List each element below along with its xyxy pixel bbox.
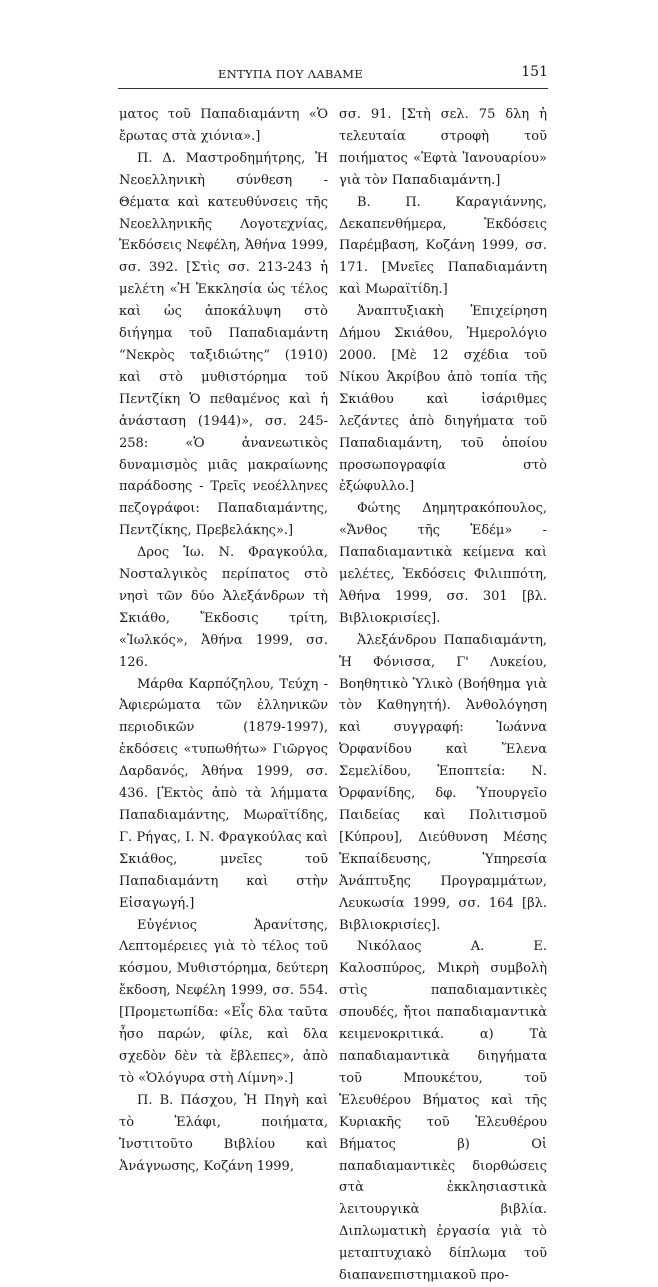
paragraph: Δρος Ἰω. Ν. Φραγκούλα, Νοσταλγικὸς περίπατος στὸ νησὶ τῶν δύο Ἀλεξάνδρων τὴ Σκιάθο, Ἔκδοσις τρίτη, «Ἰωλκός», Ἀθήνα 1999, σσ. 126.	[119, 545, 328, 670]
page-number: 151	[521, 64, 548, 80]
paragraph: Μάρθα Καρπόζηλου, Τεύχη - Ἀφιερώματα τῶν ἑλληνικῶν περιοδικῶν (1879-1997), ἐκδόσεις «τυπωθήτω» Γιῶργος Δαρδανός, Ἀθήνα 1999, σσ. 436. [Ἐκτὸς ἀπὸ τὰ λήμματα Παπαδιαμάντης, Μωραϊτίδης, Γ. Ρήγας, Ι. Ν. Φραγκούλας καὶ Σκιάθος, μνεῖες τοῦ Παπαδιαμάντη καὶ στὴν Εἰσαγωγή.]	[119, 676, 328, 911]
paragraph: Εὐγένιος Ἀρανίτσης, Λεπτομέρειες γιὰ τὸ τέλος τοῦ κόσμου, Μυθιστόρημα, δεύτερη ἔκδοση, Νεφέλη 1999, σσ. 554. [Προμετωπίδα: «Εἶς δλα ταῦτα ἦσο παρών, φίλε, καὶ δλα σχεδὸν δὲν τὰ ἔβλεπες», ἀπὸ τὸ «Ὁλόγυρα στὴ Λίμνη».]	[119, 917, 328, 1086]
paragraph: ματος τοῦ Παπαδιαμάντη «Ὁ ἔρωτας στὰ χιόνια».]	[119, 107, 328, 144]
page-header	[118, 62, 548, 84]
left-column	[119, 104, 328, 1177]
paragraph: Π. Δ. Μαστροδημήτρης, Ἡ Νεοελληνικὴ σύνθεση - Θέματα καὶ κατευθύνσεις τῆς Νεοελληνικῆς Λογοτεχνίας, Ἐκδόσεις Νεφέλη, Ἀθήνα 1999, σσ. 392. [Στὶς σσ. 213-243 ἡ μελέτη «Ἡ Ἐκκλησία ὡς τέλος καὶ ὡς ἀποκάλυψη στὸ διήγημα τοῦ Παπαδιαμάντη “Νεκρὸς ταξιδιώτης” (1910) καὶ στὸ μυθιστόρημα τοῦ Πεντζίκη Ὁ πεθαμένος καὶ ἡ ἀνάσταση (1944)», σσ. 245-258: «Ὁ ἀνανεωτικὸς δυναμισμὸς μιᾶς μακραίωνης παράδοσης - Τρεῖς νεοέλληνες πεζογράφοι: Παπαδιαμάντης, Πεντζίκης, Πρεβελάκης».]	[119, 150, 328, 539]
paragraph: Π. Β. Πάσχου, Ἡ Πηγὴ καὶ τὸ Ἐλάφι, ποιήματα, Ἰνστιτοῦτο Βιβλίου καὶ Ἀνάγνωσης, Κοζάνη 1999,	[119, 1092, 328, 1174]
running-head: ΕΝΤΥΠΑ ΠΟΥ ΛΑΒΑΜΕ	[218, 67, 364, 81]
paragraph: Φώτης Δημητρακόπουλος, «Ἄνθος τῆς Ἐδέμ» - Παπαδιαμαντικὰ κείμενα καὶ μελέτες, Ἐκδόσεις Φιλιππότη, Ἀθήνα 1999, σσ. 301 [βλ. Βιβλιοκρισίες].	[339, 501, 547, 626]
right-column	[339, 104, 547, 1287]
paragraph: Ἀναπτυξιακὴ Ἐπιχείρηση Δήμου Σκιάθου, Ἡμερολόγιο 2000. [Μὲ 12 σχέδια τοῦ Νίκου Ἀκρίβου ἀπὸ τοπία τῆς Σκιάθου καὶ ἰσάριθμες λεζάντες ἀπὸ διηγήματα τοῦ Παπαδιαμάντη, τοῦ ὁποίου προσωπογραφία στὸ ἐξώφυλλο.]	[339, 304, 547, 495]
paragraph: σσ. 91. [Στὴ σελ. 75 δλη ἡ τελευταία στροφὴ τοῦ ποιήματος «Ἐφτὰ Ἰανουαρίου» γιὰ τὸν Παπαδιαμάντη.]	[339, 107, 547, 188]
paragraph: Β. Π. Καραγιάννης, Δεκαπενθήμερα, Ἐκδόσεις Παρέμβαση, Κοζάνη 1999, σσ. 171. [Μνεῖες Παπαδιαμάντη καὶ Μωραϊτίδη.]	[339, 194, 547, 298]
paragraph: Ἀλεξάνδρου Παπαδιαμάντη, Ἡ Φόνισσα, Γ' Λυκείου, Βοηθητικὸ Ὑλικὸ (Βοήθημα γιὰ τὸν Καθηγητή). Ἀνθολόγηση καὶ συγγραφή: Ἰωάννα Ὀρφανίδου καὶ Ἕλενα Σεμελίδου, Ἐποπτεία: Ν. Ὀρφανίδης, δφ. Ὑπουργεῖο Παιδείας καὶ Πολιτισμοῦ [Κύπρου], Διεύθυνση Μέσης Ἐκπαίδευσης, Ὑπηρεσία Ἀνάπτυξης Προγραμμάτων, Λευκωσία 1999, σσ. 164 [βλ. Βιβλιοκρισίες].	[339, 632, 547, 933]
paragraph: Νικόλαος Α. Ε. Καλοσπύρος, Μικρὴ συμβολὴ στὶς παπαδιαμαντικὲς σπουδές, ἤτοι παπαδιαμαντικὰ κειμενοκριτικά. α) Τὰ παπαδιαμαντικὰ διηγήματα τοῦ Μπουκέτου, τοῦ Ἐλευθέρου Βήματος καὶ τῆς Κυριακῆς τοῦ Ἐλευθέρου Βήματος β) Οἱ παπαδιαμαντικὲς διορθώσεις στὰ ἐκκλησιαστικὰ λειτουργικὰ βιβλία. Διπλωματικὴ ἐργασία γιὰ τὸ μεταπτυχιακὸ δίπλωμα τοῦ διαπανεπιστημιακοῦ προ-	[339, 939, 547, 1284]
header-rule	[118, 88, 548, 89]
